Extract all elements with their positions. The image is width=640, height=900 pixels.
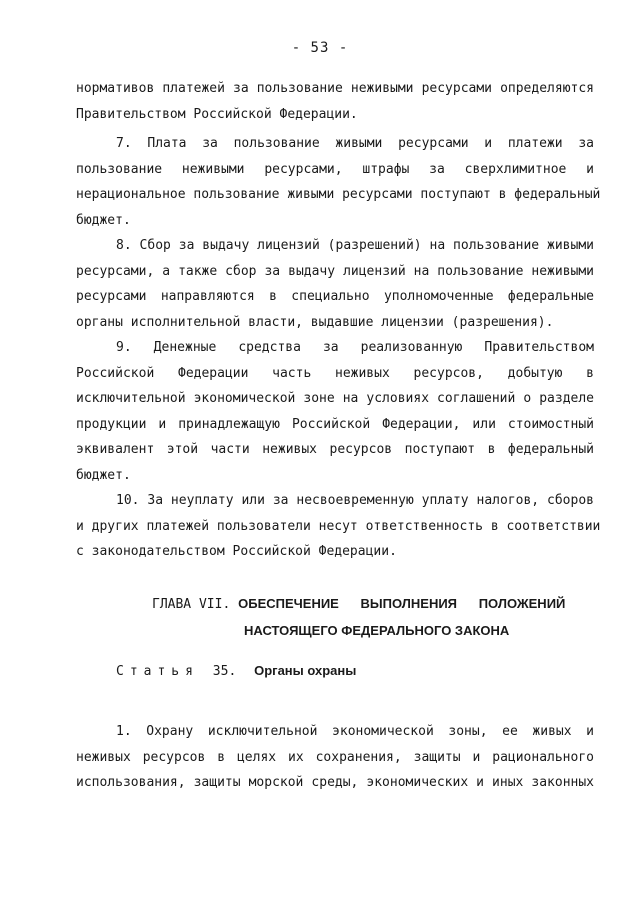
text-line: нормативов платежей за пользование неживыми ресурсами определяются xyxy=(76,81,594,96)
article-number: 35. xyxy=(212,664,237,679)
text-line: ресурсами направляются в специально уполномоченные федеральные xyxy=(76,289,594,305)
text-line: пользование неживыми ресурсами, штрафы за сверхлимитное и xyxy=(76,161,594,177)
chapter-prefix: ГЛАВА VII. xyxy=(152,597,231,612)
text-line: органы исполнительной власти, выдавшие лицензии (разрешения). xyxy=(76,314,554,330)
paragraph-10 xyxy=(76,488,601,565)
article-label: Статья xyxy=(116,664,199,679)
article-paragraph-1 xyxy=(76,719,594,796)
text-line: 8. Сбор за выдачу лицензий (разрешений) на пользование живыми xyxy=(116,238,594,253)
paragraph-7 xyxy=(76,131,601,233)
text-line: исключительной экономической зоне на условиях соглашений о разделе xyxy=(76,391,594,407)
chapter-heading-line-2 xyxy=(0,618,640,645)
text-line: нерациональное пользование живыми ресурсами поступают в федеральный xyxy=(76,187,601,203)
text-line: неживых ресурсов в целях их сохранения, защиты и рационального xyxy=(76,749,594,765)
article-heading xyxy=(116,663,356,679)
text-line: 9. Денежные средства за реализованную Правительством xyxy=(116,340,594,355)
text-line: 1. Охрану исключительной экономической зоны, ее живых и xyxy=(116,724,594,739)
chapter-title-line-2: НАСТОЯЩЕГО ФЕДЕРАЛЬНОГО ЗАКОНА xyxy=(244,623,510,638)
text-line: 10. За неуплату или за несвоевременную уплату налогов, сборов xyxy=(116,493,594,508)
text-line: бюджет. xyxy=(76,467,131,483)
text-line: с законодательством Российской Федерации. xyxy=(76,544,397,560)
paragraph-9 xyxy=(76,335,594,489)
text-line: эквивалент этой части неживых ресурсов поступают в федеральный xyxy=(76,442,594,458)
chapter-title-line-1: ОБЕСПЕЧЕНИЕ ВЫПОЛНЕНИЯ ПОЛОЖЕНИЙ xyxy=(238,596,566,611)
page-number: - 53 - xyxy=(291,40,349,56)
paragraph-8 xyxy=(76,233,594,335)
text-line: Российской Федерации часть неживых ресурсов, добытую в xyxy=(76,365,594,381)
text-line: и других платежей пользователи несут ответственность в соответствии xyxy=(76,518,601,534)
text-line: Правительством Российской Федерации. xyxy=(76,106,358,122)
text-line: ресурсами, а также сбор за выдачу лицензий на пользование неживыми xyxy=(76,263,594,279)
paragraph-continuation xyxy=(76,76,594,127)
text-line: продукции и принадлежащую Российской Федерации, или стоимостный xyxy=(76,416,594,432)
chapter-heading xyxy=(0,591,640,645)
text-line: 7. Плата за пользование живыми ресурсами и платежи за xyxy=(116,136,594,151)
text-line: использования, защиты морской среды, экономических и иных законных xyxy=(76,775,594,791)
article-title: Органы охраны xyxy=(254,663,357,678)
chapter-heading-line-1 xyxy=(0,591,640,618)
text-line: бюджет. xyxy=(76,212,131,228)
